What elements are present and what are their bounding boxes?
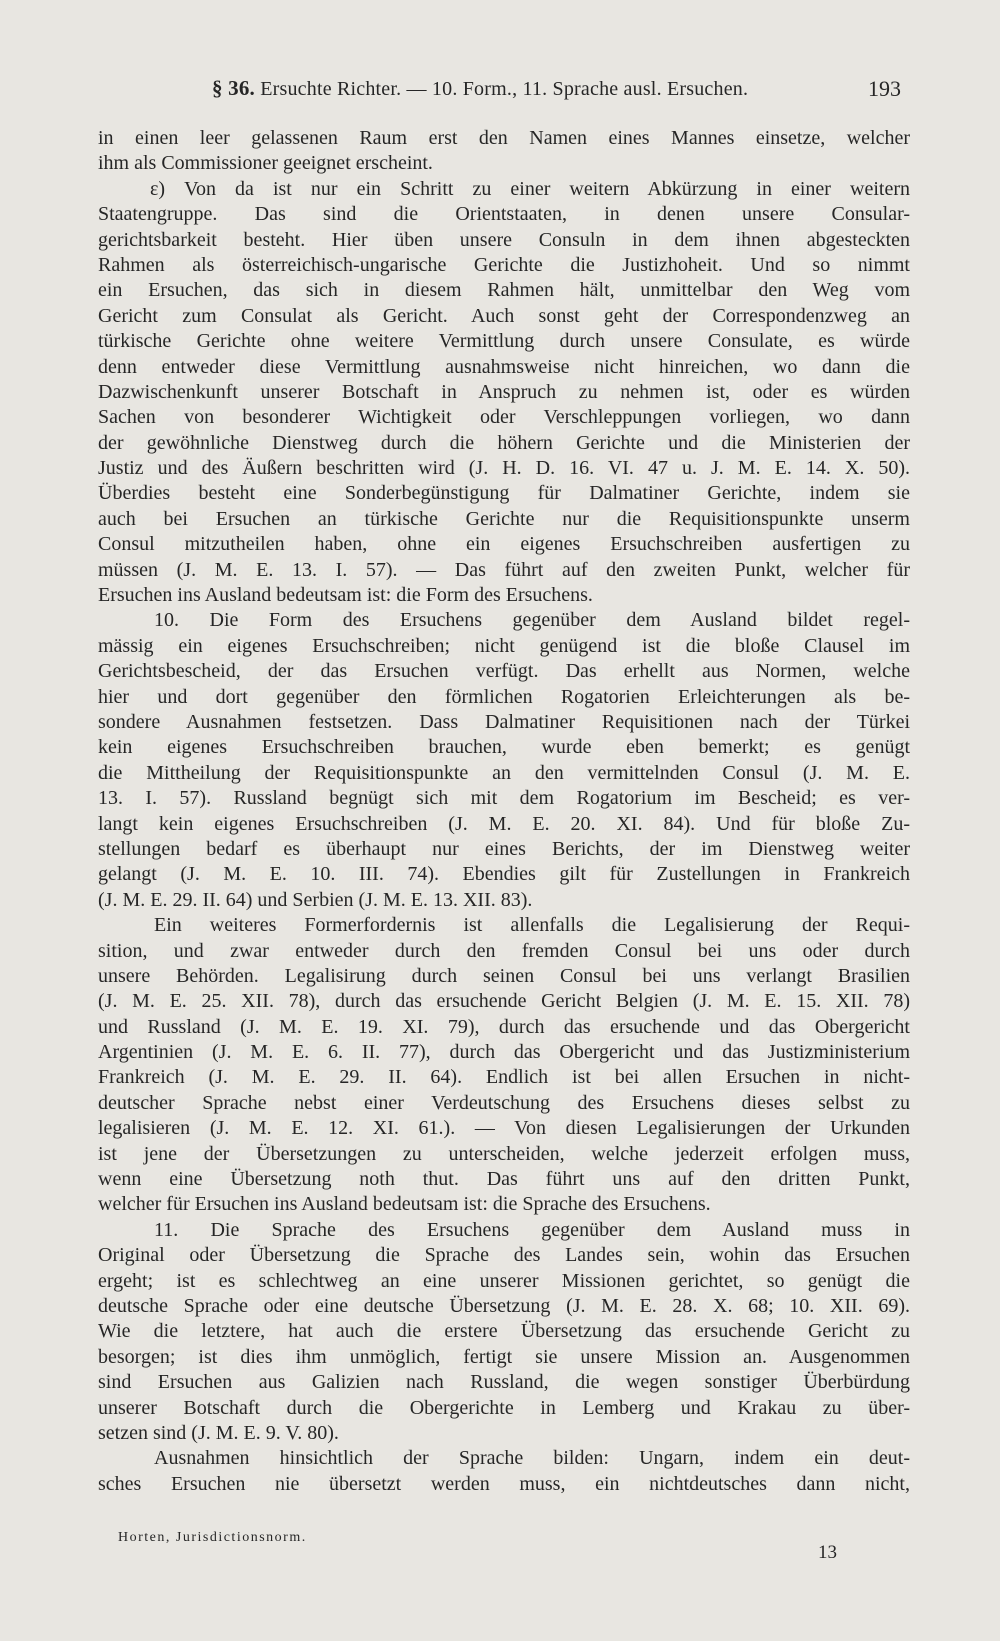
- text-line: Ersuchen ins Ausland bedeutsam ist: die Form des Ersuchens.: [98, 584, 593, 607]
- text-line: müssen (J. M. E. 13. I. 57). — Das führt auf den zweiten Punkt, welcher für: [98, 558, 910, 581]
- text-line: gelangt (J. M. E. 10. III. 74). Ebendies gilt für Zustellungen in Frankreich: [98, 863, 910, 886]
- text-line: Staatengruppe. Das sind die Orientstaaten, in denen unsere Consular-: [98, 203, 910, 226]
- text-line: Original oder Übersetzung die Sprache des Landes sein, wohin das Ersuchen: [98, 1244, 910, 1267]
- text-line: sind Ersuchen aus Galizien nach Russland, die wegen sonstiger Überbürdung: [98, 1371, 910, 1394]
- text-line: und Russland (J. M. E. 19. XI. 79), durch das ersuchende und das Obergericht: [98, 1015, 910, 1038]
- body-text: [98, 126, 910, 1497]
- text-line: Gerichtsbescheid, der das Ersuchen verfügt. Das erhellt aus Normen, welche: [98, 660, 910, 683]
- text-line: 13. I. 57). Russland begnügt sich mit dem Rogatorium im Bescheid; es ver-: [98, 787, 910, 810]
- running-head: [212, 76, 748, 101]
- running-header: [0, 70, 1000, 110]
- text-line: sondere Ausnahmen festsetzen. Dass Dalmatiner Requisitionen nach der Türkei: [98, 710, 910, 733]
- text-line: denn entweder diese Vermittlung ausnahmsweise nicht hinreichen, wo dann die: [98, 355, 910, 378]
- text-line: (J. M. E. 29. II. 64) und Serbien (J. M. E. 13. XII. 83).: [98, 888, 533, 911]
- text-line: (J. M. E. 25. XII. 78), durch das ersuchende Gericht Belgien (J. M. E. 15. XII. 78): [98, 990, 910, 1013]
- text-line: ergeht; ist es schlechtweg an eine unserer Missionen gerichtet, so genügt die: [98, 1269, 910, 1292]
- running-head-title: Ersuchte Richter. — 10. Form., 11. Sprache ausl. Ersuchen.: [260, 78, 749, 100]
- text-line: unsere Behörden. Legalisirung durch seinen Consul bei uns verlangt Brasilien: [98, 964, 910, 987]
- text-line: Ausnahmen hinsichtlich der Sprache bilden: Ungarn, indem ein deut-: [154, 1447, 910, 1470]
- text-line: Dazwischenkunft unserer Botschaft in Anspruch zu nehmen ist, oder es würden: [98, 380, 910, 403]
- page-number: 193: [868, 76, 901, 101]
- signature-mark: 13: [818, 1542, 837, 1563]
- text-line: 10. Die Form des Ersuchens gegenüber dem Ausland bildet regel-: [154, 609, 910, 632]
- text-line: welcher für Ersuchen ins Ausland bedeutsam ist: die Sprache des Ersuchens.: [98, 1193, 711, 1216]
- text-line: Argentinien (J. M. E. 6. II. 77), durch das Obergericht und das Justizministerium: [98, 1041, 910, 1064]
- text-line: sches Ersuchen nie übersetzt werden muss, ein nichtdeutsches dann nicht,: [98, 1472, 910, 1495]
- text-line: der gewöhnliche Dienstweg durch die höhern Gerichte und die Ministerien der: [98, 431, 910, 454]
- text-line: auch bei Ersuchen an türkische Gerichte nur die Requisitionspunkte unserm: [98, 507, 910, 530]
- text-line: wenn eine Übersetzung noth thut. Das führt uns auf den dritten Punkt,: [98, 1168, 910, 1191]
- section-symbol: § 36.: [212, 76, 255, 100]
- text-line: die Mittheilung der Requisitionspunkte an den vermittelnden Consul (J. M. E.: [98, 761, 910, 784]
- page-footer: [0, 1530, 1000, 1590]
- text-line: unserer Botschaft durch die Obergerichte in Lemberg und Krakau zu über-: [98, 1396, 910, 1419]
- text-line: besorgen; ist dies ihm unmöglich, fertigt sie unsere Mission an. Ausgenommen: [98, 1345, 910, 1368]
- text-line: deutsche Sprache oder eine deutsche Übersetzung (J. M. E. 28. X. 68; 10. XII. 69).: [98, 1294, 910, 1317]
- text-line: deutscher Sprache nebst einer Verdeutschung des Ersuchens dieses selbst zu: [98, 1091, 910, 1114]
- text-line: gerichtsbarkeit besteht. Hier üben unsere Consuln in dem ihnen abgesteckten: [98, 228, 910, 251]
- text-line: Sachen von besonderer Wichtigkeit oder Verschleppungen vorliegen, wo dann: [98, 406, 910, 429]
- text-line: 11. Die Sprache des Ersuchens gegenüber dem Ausland muss in: [154, 1218, 910, 1241]
- text-line: ist jene der Übersetzungen zu unterscheiden, welche jederzeit erfolgen muss,: [98, 1142, 910, 1165]
- text-line: Ein weiteres Formerfordernis ist allenfalls die Legalisierung der Requi-: [154, 914, 910, 937]
- text-line: Rahmen als österreichisch-ungarische Gerichte die Justizhoheit. Und so nimmt: [98, 253, 910, 276]
- text-line: Consul mitzutheilen haben, ohne ein eigenes Ersuchschreiben ausfertigen zu: [98, 533, 910, 556]
- text-line: sition, und zwar entweder durch den fremden Consul bei uns oder durch: [98, 939, 910, 962]
- text-line: mässig ein eigenes Ersuchschreiben; nicht genügend ist die bloße Clausel im: [98, 634, 910, 657]
- text-line: Frankreich (J. M. E. 29. II. 64). Endlich ist bei allen Ersuchen in nicht-: [98, 1066, 910, 1089]
- text-line: Überdies besteht eine Sonderbegünstigung für Dalmatiner Gerichte, indem sie: [98, 482, 910, 505]
- text-line: türkische Gerichte ohne weitere Vermittlung durch unsere Consulate, es würde: [98, 330, 910, 353]
- text-line: in einen leer gelassenen Raum erst den Namen eines Mannes einsetze, welcher: [98, 127, 910, 149]
- text-line: hier und dort gegenüber den förmlichen Rogatorien Erleichterungen als be-: [98, 685, 910, 708]
- text-line: Justiz und des Äußern beschritten wird (J. H. D. 16. VI. 47 u. J. M. E. 14. X. 50).: [98, 457, 910, 480]
- text-line: stellungen bedarf es überhaupt nur eines Berichts, der im Dienstweg weiter: [98, 837, 910, 860]
- text-line: ein Ersuchen, das sich in diesem Rahmen hält, unmittelbar den Weg vom: [98, 279, 910, 302]
- text-line: legalisieren (J. M. E. 12. XI. 61.). — Von diesen Legalisierungen der Urkunden: [98, 1117, 910, 1140]
- text-line: setzen sind (J. M. E. 9. V. 80).: [98, 1421, 339, 1444]
- text-line: kein eigenes Ersuchschreiben brauchen, wurde eben bemerkt; es genügt: [98, 736, 910, 759]
- text-line: Wie die letztere, hat auch die erstere Übersetzung das ersuchende Gericht zu: [98, 1320, 910, 1343]
- text-line: ε) Von da ist nur ein Schritt zu einer weitern Abkürzung in einer weitern: [150, 177, 910, 200]
- text-line: Gericht zum Consulat als Gericht. Auch sonst geht der Correspondenzweg an: [98, 304, 910, 327]
- text-line: langt kein eigenes Ersuchschreiben (J. M. E. 20. XI. 84). Und für bloße Zu-: [98, 812, 910, 835]
- text-line: ihm als Commissioner geeignet erscheint.: [98, 152, 433, 175]
- footer-author: Horten, Jurisdictionsnorm.: [118, 1530, 307, 1545]
